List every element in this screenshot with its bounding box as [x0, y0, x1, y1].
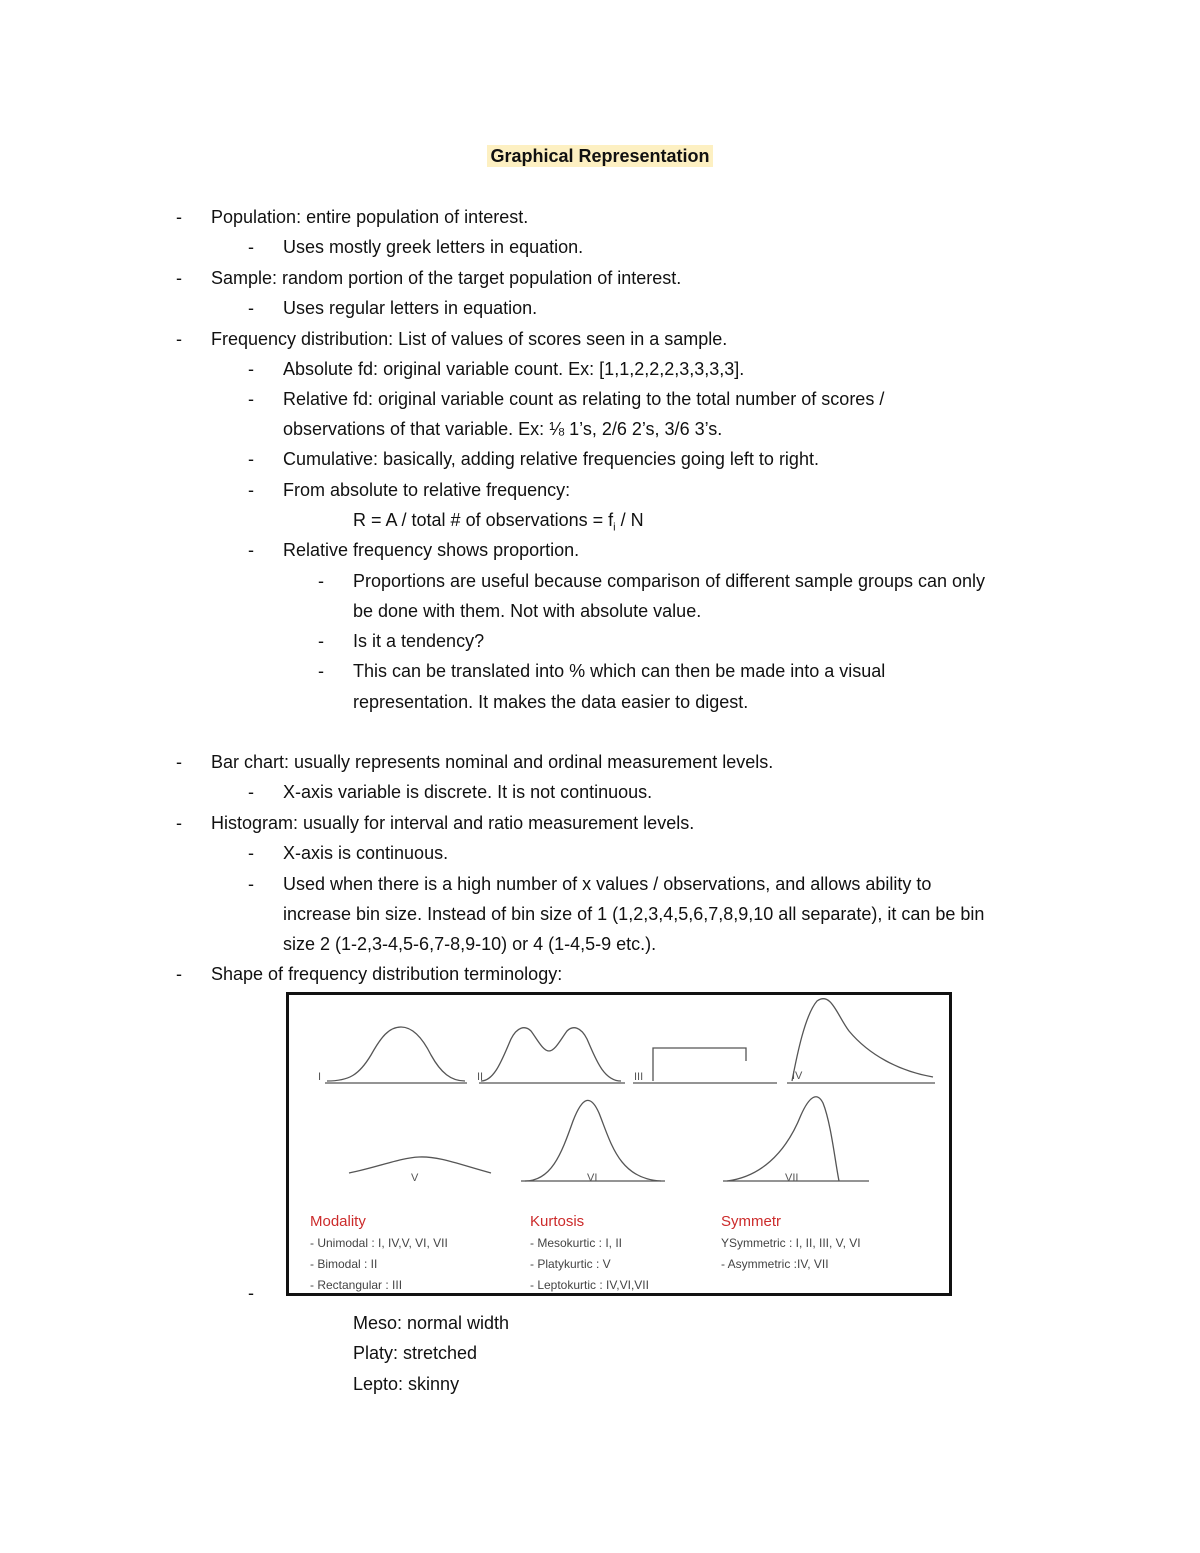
bullet-dash: - — [176, 207, 182, 227]
note-sample-sub: Uses regular letters in equation. — [283, 298, 538, 318]
bullet-dash: - — [248, 1283, 254, 1303]
curve-vi — [525, 1100, 661, 1181]
curve-ii — [481, 1028, 621, 1081]
legend-item: - Leptokurtic : IV,VI,VII — [530, 1278, 649, 1292]
bullet-dash: - — [176, 752, 182, 772]
bullet-dash: - — [318, 661, 324, 681]
legend-kurtosis-head: Kurtosis — [530, 1213, 585, 1230]
note-lepto: Lepto: skinny — [353, 1374, 460, 1394]
legend-item: YSymmetric : I, II, III, V, VI — [721, 1236, 861, 1250]
bullet-dash: - — [248, 389, 254, 409]
note-absolute-fd: Absolute fd: original variable count. Ex: [1,1,2,2,2,3,3,3,3]. — [283, 359, 745, 379]
note-platy: Platy: stretched — [353, 1343, 478, 1363]
page-title: Graphical Representation — [0, 142, 1200, 170]
curve-label-iii: III — [634, 1071, 644, 1083]
note-relative-fd-line2: observations of that variable. Ex: ⅛ 1’s, 2/6 2’s, 3/6 3’s. — [283, 419, 723, 439]
note-population-sub: Uses mostly greek letters in equation. — [283, 237, 584, 257]
note-bar-sub: X-axis variable is discrete. It is not continuous. — [283, 782, 653, 802]
note-proportions-line2: be done with them. Not with absolute value. — [353, 601, 702, 621]
bullet-dash: - — [318, 571, 324, 591]
bullet-dash: - — [248, 843, 254, 863]
note-rel-shows: Relative frequency shows proportion. — [283, 540, 580, 560]
curve-label-iv: IV — [792, 1070, 803, 1082]
curve-label-v: V — [411, 1172, 419, 1184]
bullet-dash: - — [248, 359, 254, 379]
note-translated-line1: This can be translated into % which can then be made into a visual — [353, 661, 886, 681]
legend-item: - Bimodal : II — [310, 1257, 378, 1271]
note-freq-dist: Frequency distribution: List of values of scores seen in a sample. — [211, 329, 728, 349]
curve-vii — [727, 1097, 839, 1181]
curve-v — [349, 1157, 491, 1173]
bullet-dash: - — [176, 268, 182, 288]
note-translated-line2: representation. It makes the data easier to digest. — [353, 692, 749, 712]
note-used-when-line3: size 2 (1-2,3-4,5-6,7-8,9-10) or 4 (1-4,5-9 etc.). — [283, 934, 657, 954]
note-cumulative: Cumulative: basically, adding relative frequencies going left to right. — [283, 449, 819, 469]
curve-iii — [653, 1048, 746, 1081]
note-abs-to-rel: From absolute to relative frequency: — [283, 480, 571, 500]
legend-symmetry-head: Symmetr — [721, 1213, 781, 1230]
note-shape: Shape of frequency distribution terminology: — [211, 964, 563, 984]
bullet-dash: - — [318, 631, 324, 651]
legend-kurtosis — [530, 1211, 649, 1296]
curve-iv — [792, 999, 933, 1081]
curve-i — [327, 1027, 465, 1081]
bullet-dash: - — [248, 237, 254, 257]
bullet-dash: - — [248, 480, 254, 500]
note-bar-chart: Bar chart: usually represents nominal and ordinal measurement levels. — [211, 752, 774, 772]
bullet-dash: - — [248, 540, 254, 560]
legend-item: - Asymmetric :IV, VII — [721, 1257, 829, 1271]
note-hist-sub: X-axis is continuous. — [283, 843, 449, 863]
legend-item: - Platykurtic : V — [530, 1257, 611, 1271]
note-tendency: Is it a tendency? — [353, 631, 485, 651]
curve-label-i: I — [318, 1071, 322, 1083]
legend-item: - Mesokurtic : I, II — [530, 1236, 623, 1250]
formula: R = A / total # of observations = $f_i$ / N — [353, 510, 644, 534]
legend-item: - Unimodal : I, IV,V, VI, VII — [310, 1236, 448, 1250]
bullet-dash: - — [248, 298, 254, 318]
note-histogram: Histogram: usually for interval and ratio measurement levels. — [211, 813, 695, 833]
distribution-shapes-figure — [286, 992, 952, 1296]
legend-item: - Rectangular : III — [310, 1278, 403, 1292]
bullet-dash: - — [248, 449, 254, 469]
legend-modality — [310, 1211, 448, 1296]
legend-modality-head: Modality — [310, 1213, 366, 1230]
legend-symmetry — [721, 1211, 861, 1275]
curve-label-vi: VI — [587, 1172, 598, 1184]
note-used-when-line2: increase bin size. Instead of bin size of 1 (1,2,3,4,5,6,7,8,9,10 all separate), it can be bin — [283, 904, 985, 924]
bullet-dash: - — [176, 329, 182, 349]
note-meso: Meso: normal width — [353, 1313, 510, 1333]
bullet-dash: - — [248, 874, 254, 894]
curve-label-vii: VII — [785, 1172, 799, 1184]
curve-label-ii: II — [477, 1071, 484, 1083]
note-sample: Sample: random portion of the target population of interest. — [211, 268, 682, 288]
note-relative-fd-line1: Relative fd: original variable count as relating to the total number of scores / — [283, 389, 885, 409]
note-proportions-line1: Proportions are useful because comparison of different sample groups can only — [353, 571, 986, 591]
note-population: Population: entire population of interest. — [211, 207, 529, 227]
bullet-dash: - — [176, 813, 182, 833]
bullet-dash: - — [176, 964, 182, 984]
note-used-when-line1: Used when there is a high number of x values / observations, and allows ability to — [283, 874, 932, 894]
bullet-dash: - — [248, 782, 254, 802]
